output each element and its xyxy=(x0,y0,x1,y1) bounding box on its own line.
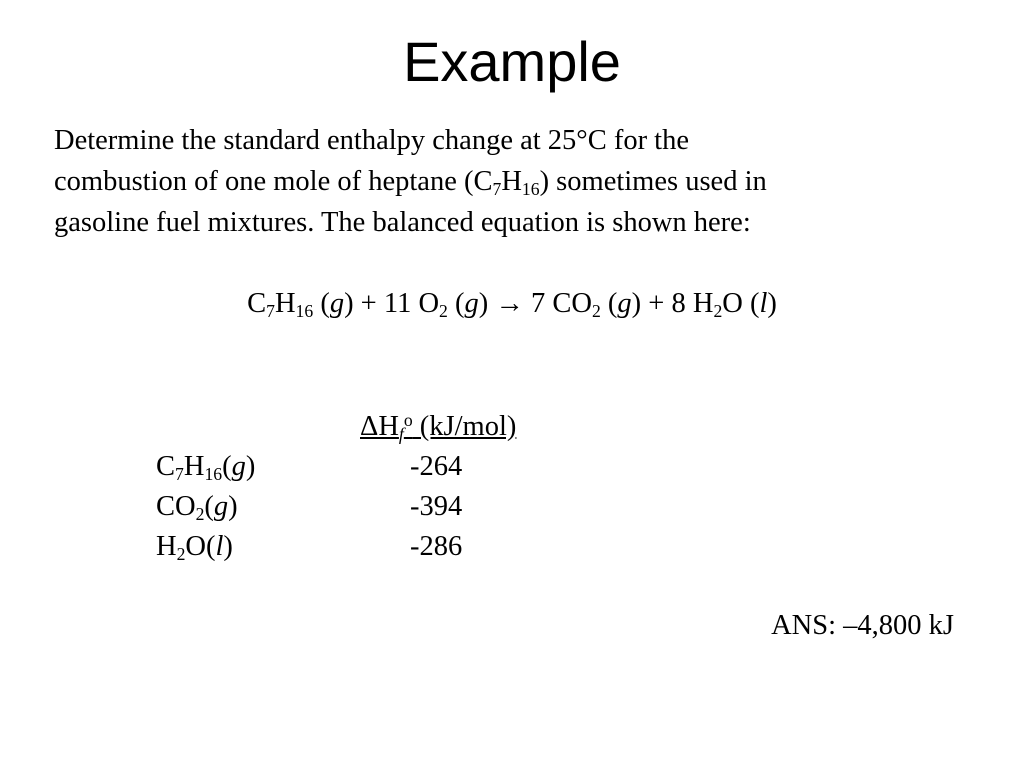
value-heptane: -264 xyxy=(410,451,463,482)
species-heptane xyxy=(156,447,255,487)
species-subscript: 16 xyxy=(204,463,223,484)
species-text: C xyxy=(156,451,176,482)
header-subscript: f xyxy=(398,423,404,444)
table-header xyxy=(360,407,516,447)
table-row-header-spacer xyxy=(156,407,255,447)
eq-state: g xyxy=(329,288,345,319)
eq-text: ( xyxy=(600,288,618,319)
eq-text: O ( xyxy=(722,288,760,319)
problem-statement xyxy=(54,120,954,243)
enthalpy-header xyxy=(360,411,516,442)
eq-subscript: 7 xyxy=(266,300,275,321)
species-subscript: 2 xyxy=(176,543,186,564)
eq-text: ) + 8 H xyxy=(631,288,714,319)
species-text: ) xyxy=(245,451,256,482)
eq-text: ( xyxy=(447,288,465,319)
subscript: 7 xyxy=(492,178,502,199)
species-text: ) xyxy=(223,531,233,562)
formation-table-species xyxy=(156,407,255,567)
species-text: ( xyxy=(204,491,214,522)
species-state: g xyxy=(231,451,246,482)
problem-line-3: gasoline fuel mixtures. The balanced equation is shown here: xyxy=(54,207,751,238)
eq-state: g xyxy=(617,288,632,319)
species-text: ( xyxy=(222,451,232,482)
eq-text: H xyxy=(274,288,296,319)
species-h2o xyxy=(156,527,255,567)
eq-text: 7 CO xyxy=(523,288,592,319)
eq-subscript: 2 xyxy=(439,300,448,321)
balanced-equation xyxy=(0,284,1024,324)
header-delta-h: ΔH xyxy=(360,411,399,442)
problem-line-2a: combustion of one mole of heptane (C xyxy=(54,166,493,197)
problem-line-2c: ) sometimes used in xyxy=(539,166,767,197)
eq-subscript: 16 xyxy=(295,300,314,321)
header-superscript: o xyxy=(403,410,413,431)
eq-state: l xyxy=(759,288,768,319)
species-text: H xyxy=(183,451,205,482)
eq-state: g xyxy=(464,288,479,319)
eq-text: ( xyxy=(313,288,330,319)
species-text: ) xyxy=(228,491,238,522)
problem-line-1: Determine the standard enthalpy change at 25°C for the xyxy=(54,125,690,156)
value-h2o: -286 xyxy=(410,531,463,562)
slide-title: Example xyxy=(403,30,621,93)
eq-text: C xyxy=(247,288,267,319)
species-subscript: 7 xyxy=(175,463,184,484)
reaction-arrow-icon: → xyxy=(495,288,524,319)
subscript: 16 xyxy=(521,178,540,199)
eq-subscript: 2 xyxy=(713,300,723,321)
eq-subscript: 2 xyxy=(591,300,601,321)
species-text: O( xyxy=(185,531,216,562)
species-co2 xyxy=(156,487,255,527)
species-state: l xyxy=(215,531,224,562)
eq-text: ) + 11 O xyxy=(344,288,440,319)
value-co2: -394 xyxy=(410,491,463,522)
header-unit: (kJ/mol) xyxy=(412,411,517,442)
problem-line-2b: H xyxy=(501,166,522,197)
species-text: H xyxy=(156,531,177,562)
species-subscript: 2 xyxy=(195,503,205,524)
eq-text: ) xyxy=(478,288,496,319)
species-state: g xyxy=(213,491,229,522)
eq-text: ) xyxy=(767,288,777,319)
species-text: CO xyxy=(156,491,196,522)
answer-text: ANS: –4,800 kJ xyxy=(771,610,954,641)
